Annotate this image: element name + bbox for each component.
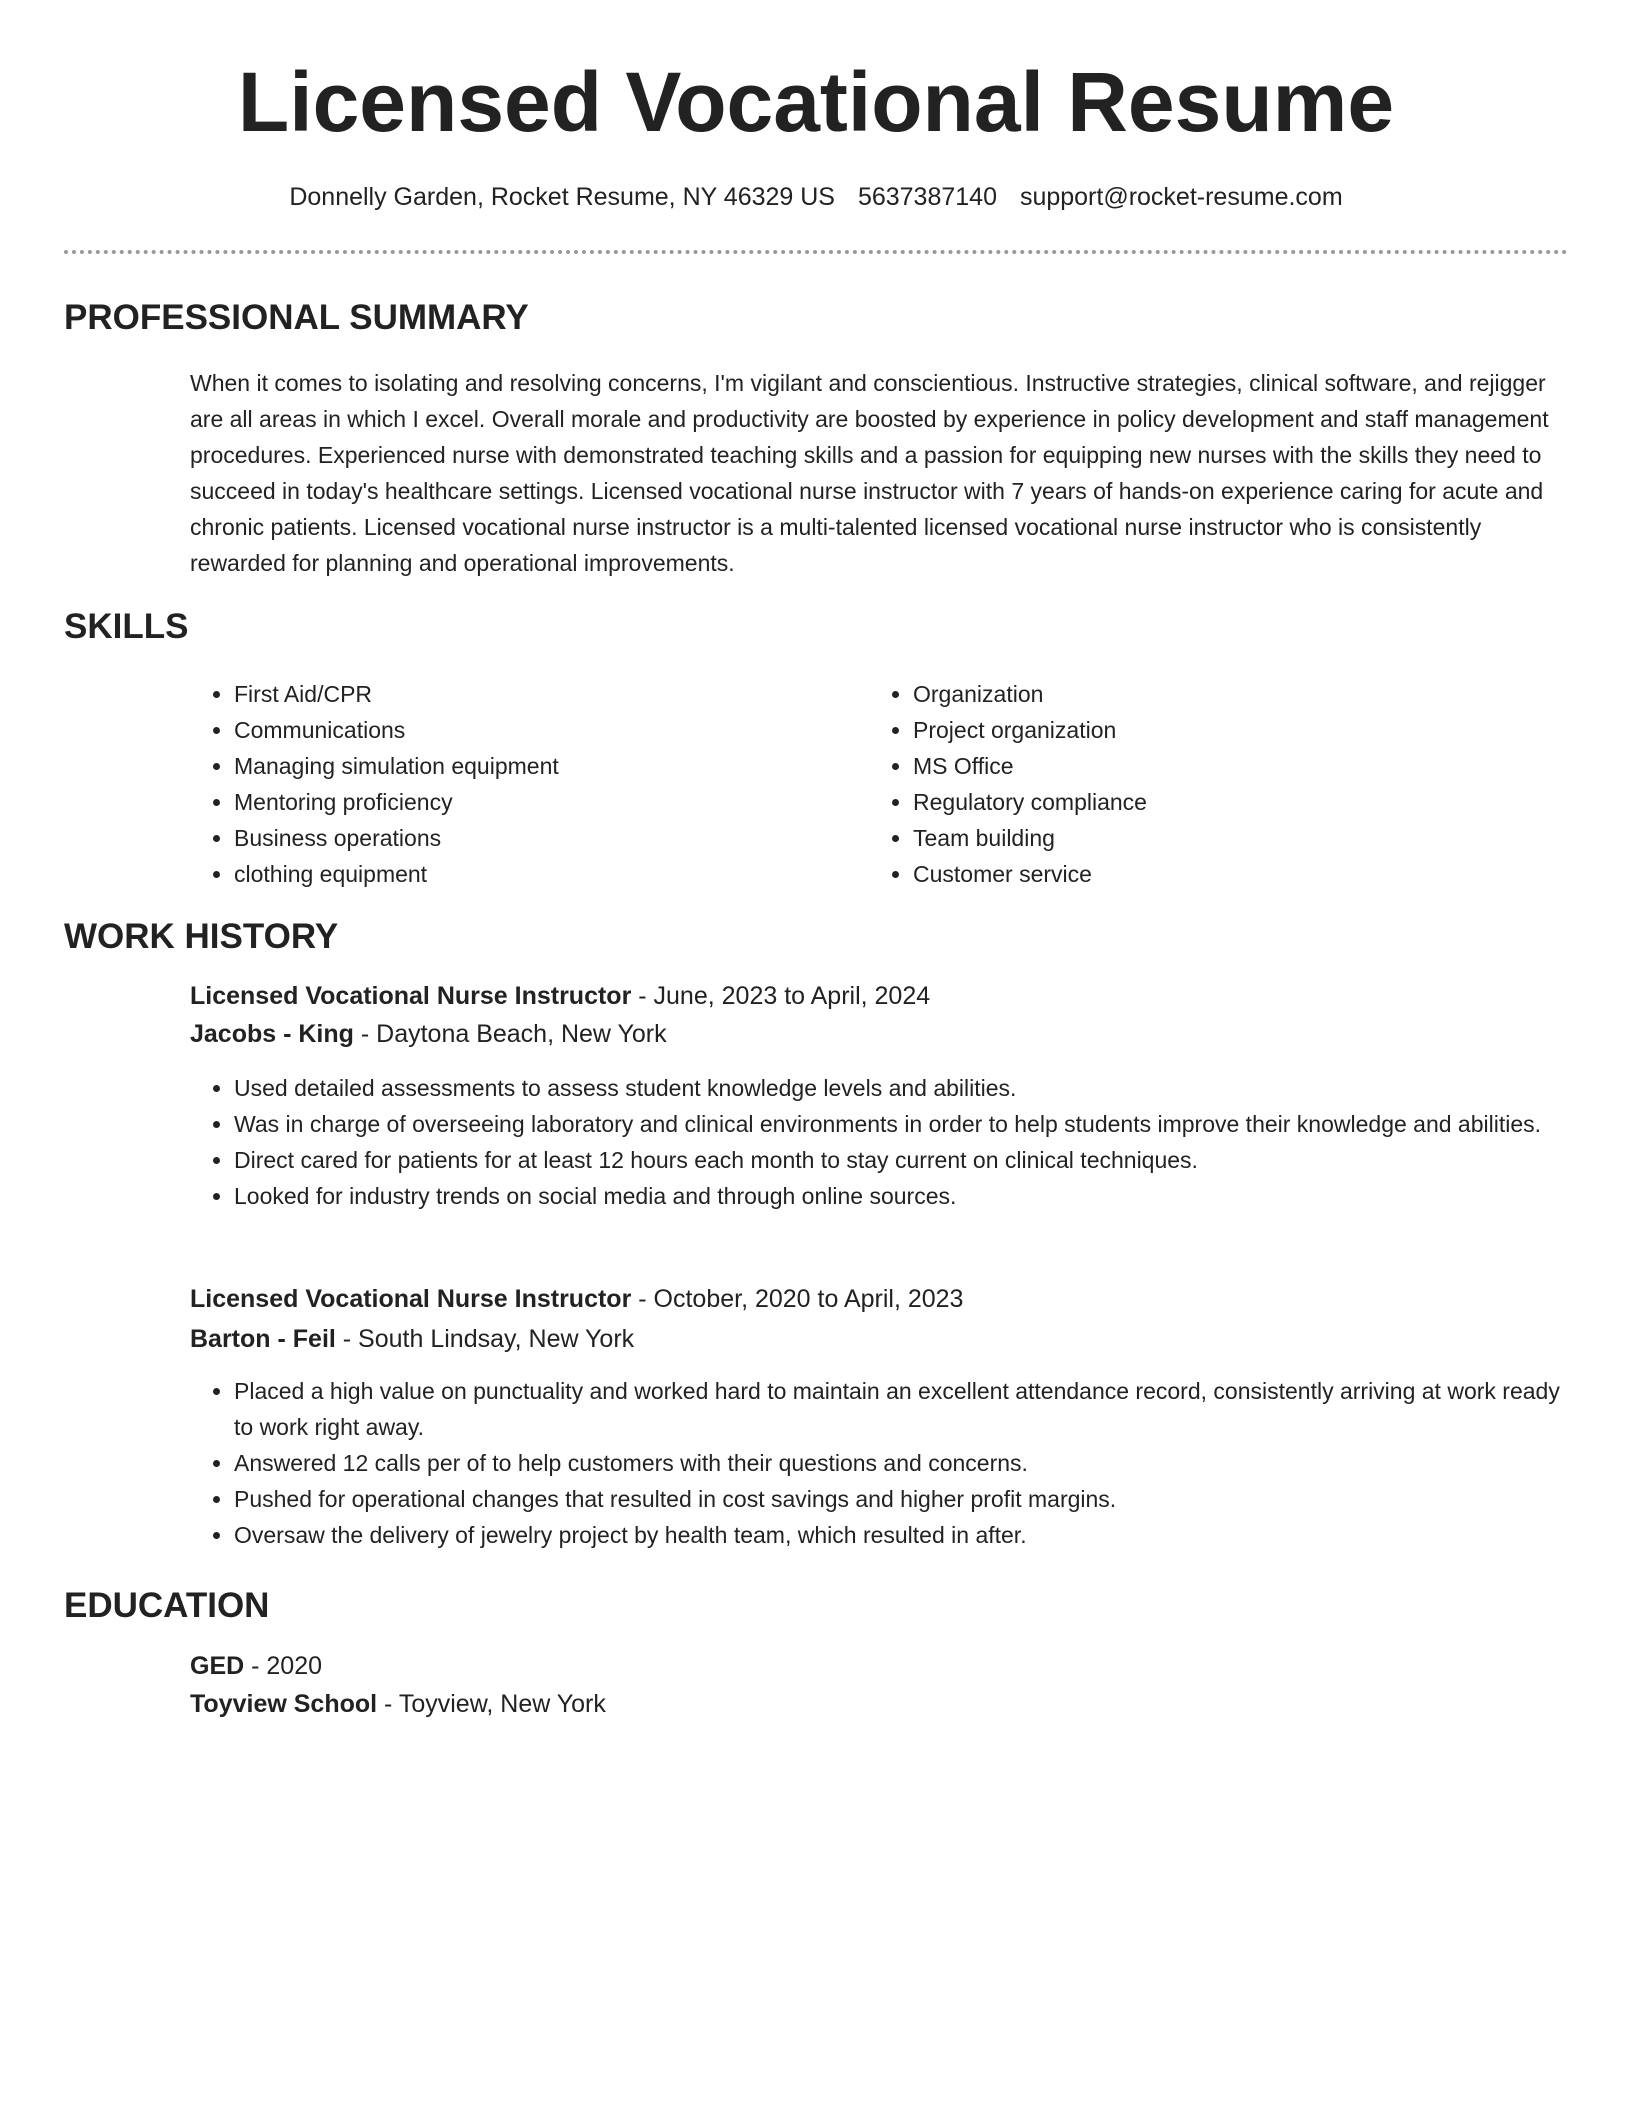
- skill-item: • Regulatory compliance: [913, 784, 1559, 820]
- skill-item: • Managing simulation equipment: [234, 748, 830, 784]
- skill-item: • Business operations: [234, 820, 830, 856]
- job-title-line: [190, 978, 930, 1014]
- job-title-line: [190, 1281, 963, 1317]
- education-year: - 2020: [244, 1652, 323, 1680]
- resume-title: Licensed Vocational Resume: [237, 55, 1395, 149]
- contact-email: support@rocket-resume.com: [1019, 183, 1343, 211]
- job-bullet: • Oversaw the delivery of jewelry project by health team, which resulted in after.: [234, 1517, 1560, 1553]
- work-history-heading: WORK HISTORY: [64, 917, 339, 956]
- job-bullets: [190, 1373, 1560, 1553]
- job-company: Jacobs - King: [190, 1020, 354, 1048]
- job-title: Licensed Vocational Nurse Instructor: [190, 1285, 632, 1313]
- skill-item: • Customer service: [913, 856, 1559, 892]
- job-bullets: [190, 1070, 1560, 1214]
- education-degree-line: [190, 1648, 322, 1684]
- job-location: - South Lindsay, New York: [335, 1325, 635, 1353]
- job-location: - Daytona Beach, New York: [353, 1020, 667, 1048]
- skills-column-right: [869, 676, 1559, 892]
- skill-item: • Communications: [234, 712, 830, 748]
- contact-info: [0, 180, 1632, 214]
- skills-column-left: [190, 676, 830, 892]
- contact-phone: 5637387140: [857, 183, 997, 211]
- job-company-line: [190, 1016, 667, 1052]
- contact-address: Donnelly Garden, Rocket Resume, NY 46329 US: [289, 183, 835, 211]
- job-bullet: • Used detailed assessments to assess student knowledge levels and abilities.: [234, 1070, 1560, 1106]
- job-bullet: • Placed a high value on punctuality and worked hard to maintain an excellent attendance record, consistently arriving at work ready to work right away.: [234, 1373, 1560, 1445]
- skill-item: • Team building: [913, 820, 1559, 856]
- skill-item: • MS Office: [913, 748, 1559, 784]
- job-title: Licensed Vocational Nurse Instructor: [190, 982, 632, 1010]
- job-bullet: • Answered 12 calls per of to help customers with their questions and concerns.: [234, 1445, 1560, 1481]
- job-dates: - June, 2023 to April, 2024: [631, 982, 931, 1010]
- job-bullet: • Looked for industry trends on social media and through online sources.: [234, 1178, 1560, 1214]
- job-company-line: [190, 1321, 634, 1357]
- skill-item: • Organization: [913, 676, 1559, 712]
- skill-item: • clothing equipment: [234, 856, 830, 892]
- summary-text: When it comes to isolating and resolving concerns, I'm vigilant and conscientious. Instructive strategies, clinical software, and rejigger are all areas in which I excel. Overall morale and productivity are boosted by experience in policy development and staff management procedures. Experienced nurse with demonstrated teaching skills and a passion for equipping new nurses with the skills they need to succeed in today's healthcare settings. Licensed vocational nurse instructor with 7 years of hands-on experience caring for acute and chronic patients. Licensed vocational nurse instructor is a multi-talented licensed vocational nurse instructor who is consistently rewarded for planning and operational improvements.: [190, 370, 1549, 576]
- job-bullet: • Was in charge of overseeing laboratory and clinical environments in order to help students improve their knowledge and abilities.: [234, 1106, 1560, 1142]
- skill-item: • First Aid/CPR: [234, 676, 830, 712]
- skill-item: • Mentoring proficiency: [234, 784, 830, 820]
- summary-heading: PROFESSIONAL SUMMARY: [64, 298, 529, 337]
- education-school: Toyview School: [190, 1690, 378, 1718]
- skills-heading: SKILLS: [64, 607, 189, 646]
- education-degree: GED: [190, 1652, 245, 1680]
- education-school-line: [190, 1686, 606, 1722]
- job-dates: - October, 2020 to April, 2023: [631, 1285, 964, 1313]
- education-location: - Toyview, New York: [377, 1690, 606, 1718]
- job-bullet: • Pushed for operational changes that resulted in cost savings and higher profit margins.: [234, 1481, 1560, 1517]
- skill-item: • Project organization: [913, 712, 1559, 748]
- header-divider: [64, 250, 1568, 254]
- job-company: Barton - Feil: [190, 1325, 336, 1353]
- job-bullet: • Direct cared for patients for at least 12 hours each month to stay current on clinical techniques.: [234, 1142, 1560, 1178]
- education-heading: EDUCATION: [64, 1586, 270, 1625]
